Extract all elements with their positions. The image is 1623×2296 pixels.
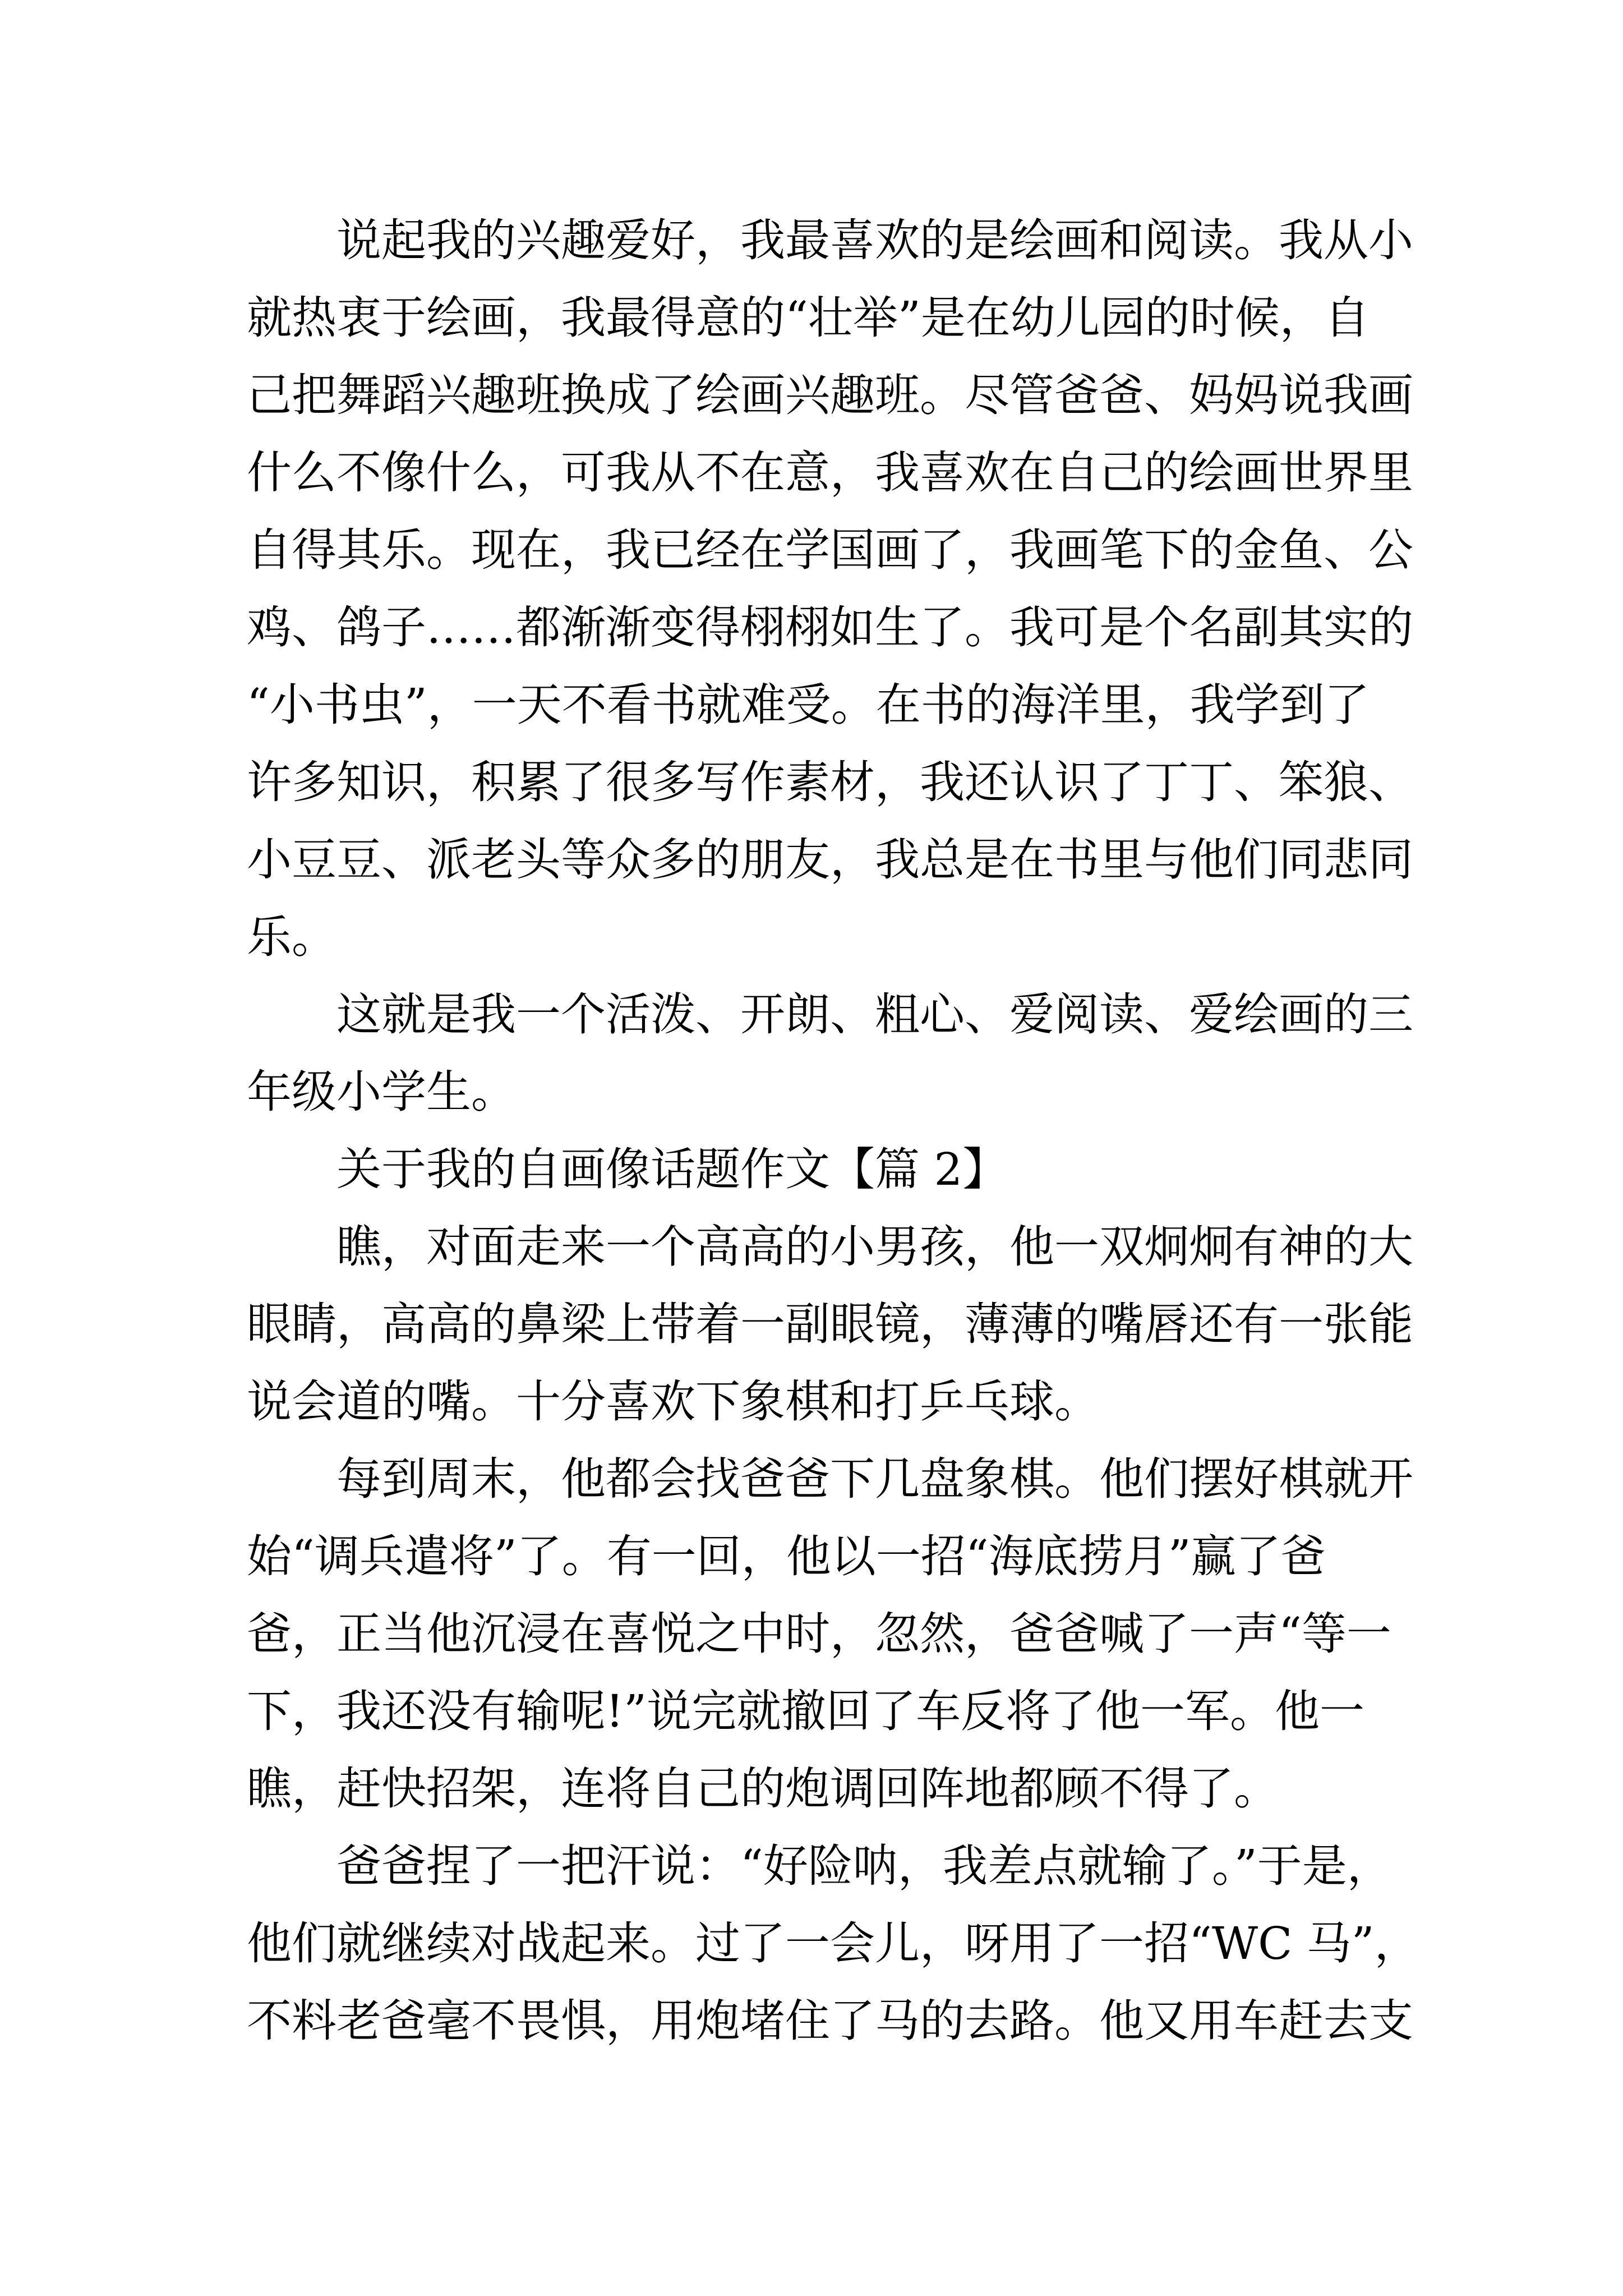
text-line: 他们就继续对战起来。过了一会儿，呀用了一招“WC 马”， — [247, 1917, 1419, 1970]
text-line: 己把舞蹈兴趣班换成了绘画兴趣班。尽管爸爸、妈妈说我画 — [247, 369, 1413, 421]
text-line: 说会道的嘴。十分喜欢下象棋和打乒乓球。 — [247, 1375, 1099, 1428]
text-line: “小书虫”，一天不看书就难受。在书的海洋里，我学到了 — [247, 679, 1370, 731]
text-line: 小豆豆、派老头等众多的朋友，我总是在书里与他们同悲同 — [247, 834, 1413, 886]
text-line: 自得其乐。现在，我已经在学国画了，我画笔下的金鱼、公 — [247, 524, 1413, 576]
text-line: 鸡、鸽子……都渐渐变得栩栩如生了。我可是个名副其实的 — [247, 601, 1413, 654]
text-line: 下，我还没有输呢!”说完就撤回了车反将了他一军。他一 — [247, 1685, 1365, 1737]
text-line: 不料老爸毫不畏惧，用炮堵住了马的去路。他又用车赶去支 — [247, 1995, 1413, 2047]
text-line: 爸爸捏了一把汗说：“好险呐，我差点就输了。”于是， — [336, 1840, 1392, 1892]
text-line: 爸，正当他沉浸在喜悦之中时，忽然，爸爸喊了一声“等一 — [247, 1608, 1391, 1660]
text-line: 始“调兵遣将”了。有一回，他以一招“海底捞月”赢了爸 — [247, 1530, 1326, 1582]
text-line: 什么不像什么，可我从不在意，我喜欢在自己的绘画世界里 — [247, 447, 1413, 499]
text-line: 乐。 — [247, 911, 336, 963]
document-body — [247, 202, 1419, 2060]
text-line: 许多知识，积累了很多写作素材，我还认识了丁丁、笨狼、 — [247, 756, 1413, 808]
text-line: 关于我的自画像话题作文【篇 2】 — [336, 1143, 1008, 1195]
text-line: 每到周末，他都会找爸爸下几盘象棋。他们摆好棋就开 — [336, 1453, 1413, 1505]
text-line: 瞧，赶快招架，连将自己的炮调回阵地都顾不得了。 — [247, 1763, 1279, 1815]
text-line: 这就是我一个活泼、开朗、粗心、爱阅读、爱绘画的三 — [336, 988, 1413, 1041]
text-line: 说起我的兴趣爱好，我最喜欢的是绘画和阅读。我从小 — [336, 214, 1413, 266]
text-line: 眼睛，高高的鼻梁上带着一副眼镜，薄薄的嘴唇还有一张能 — [247, 1298, 1413, 1350]
text-line: 就热衷于绘画，我最得意的“壮举”是在幼儿园的时候，自 — [247, 292, 1370, 344]
text-line: 瞧，对面走来一个高高的小男孩，他一双炯炯有神的大 — [336, 1221, 1413, 1273]
text-line: 年级小学生。 — [247, 1066, 516, 1118]
